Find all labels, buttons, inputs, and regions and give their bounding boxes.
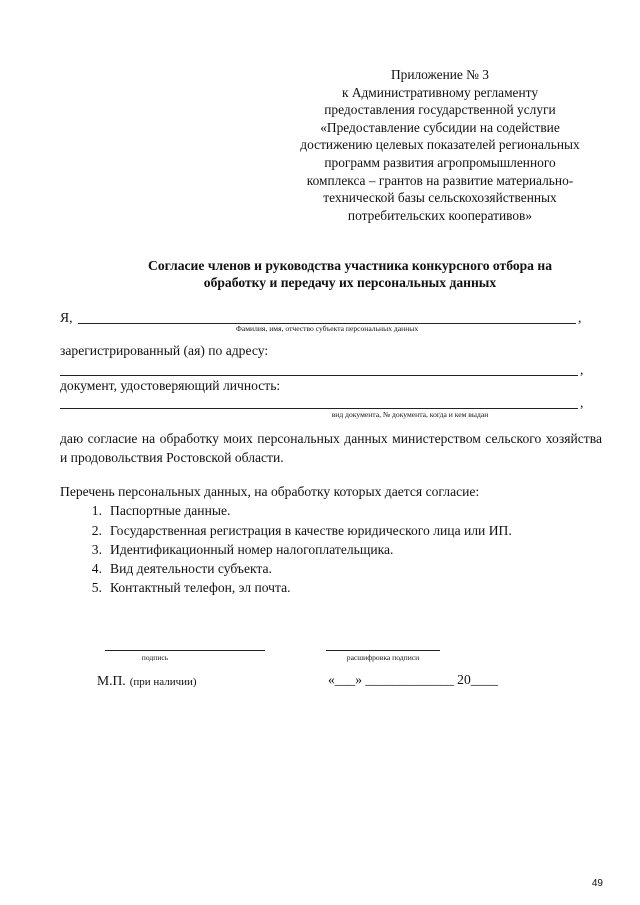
signature-decoding-caption: расшифровка подписи <box>346 653 420 662</box>
signature-caption: подпись <box>141 653 169 662</box>
appendix-header <box>270 66 610 224</box>
title-line-2: обработку и передачу их персональных данных <box>203 275 497 290</box>
appendix-line: достижению целевых показателей региональных <box>300 137 580 153</box>
list-item-number: 5. <box>91 580 102 596</box>
signature-decoding-line[interactable] <box>326 650 440 651</box>
list-item-number: 4. <box>91 561 102 577</box>
id-document-caption: вид документа, № документа, когда и кем выдан <box>331 410 489 419</box>
stamp-note: (при наличии) <box>129 676 197 688</box>
name-comma: , <box>578 310 582 325</box>
address-label: зарегистрированный (ая) по адресу: <box>60 343 269 358</box>
page-number: 49 <box>591 878 603 889</box>
stamp-place <box>97 672 197 690</box>
appendix-line: «Предоставление субсидии на содействие <box>320 119 560 135</box>
name-field-caption: Фамилия, имя, отчество субъекта персональных данных <box>235 324 419 333</box>
date-line[interactable]: «___» _____________ 20____ <box>328 672 498 687</box>
address-field-line[interactable] <box>60 375 578 376</box>
appendix-line: предоставления государственной услуги <box>324 102 556 118</box>
list-item <box>60 540 512 559</box>
list-item <box>60 578 512 597</box>
i-label: Я, <box>60 310 73 325</box>
appendix-line: комплекса – грантов на развитие материально- <box>306 172 574 188</box>
list-item <box>60 501 512 520</box>
stamp-label: М.П. <box>97 673 126 688</box>
document-title <box>60 257 640 291</box>
personal-data-list <box>60 482 512 598</box>
list-item-text: Контактный телефон, эл почта. <box>110 580 291 596</box>
list-item-text: Вид деятельности субъекта. <box>110 561 272 577</box>
id-document-field-line[interactable] <box>60 408 578 409</box>
appendix-line: программ развития агропромышленного <box>324 154 556 170</box>
appendix-line: Приложение № 3 <box>390 67 490 82</box>
id-document-comma: , <box>580 395 584 410</box>
list-item-number: 2. <box>91 522 102 538</box>
id-document-label: документ, удостоверяющий личность: <box>60 378 281 393</box>
list-item-text: Паспортные данные. <box>110 503 231 519</box>
address-comma: , <box>580 362 584 377</box>
list-intro: Перечень персональных данных, на обработку которых дается согласие: <box>60 484 480 499</box>
list-item-number: 1. <box>91 503 102 519</box>
list-item-number: 3. <box>91 541 102 557</box>
consent-text: даю согласие на обработку моих персональных данных министерством сельского хозяйства и продовольствия Ростовской области. <box>60 431 602 465</box>
list-item <box>60 521 512 540</box>
list-item-text: Идентификационный номер налогоплательщика. <box>110 541 394 557</box>
title-line-1: Согласие членов и руководства участника конкурсного отбора на <box>148 258 552 273</box>
appendix-line: к Административному регламенту <box>341 84 539 100</box>
signature-line[interactable] <box>105 650 265 651</box>
list-item <box>60 559 512 578</box>
appendix-line: потребительских кооперативов» <box>347 207 533 223</box>
appendix-line: технической базы сельскохозяйственных <box>323 190 557 206</box>
list-item-text: Государственная регистрация в качестве юридического лица или ИП. <box>110 522 512 538</box>
